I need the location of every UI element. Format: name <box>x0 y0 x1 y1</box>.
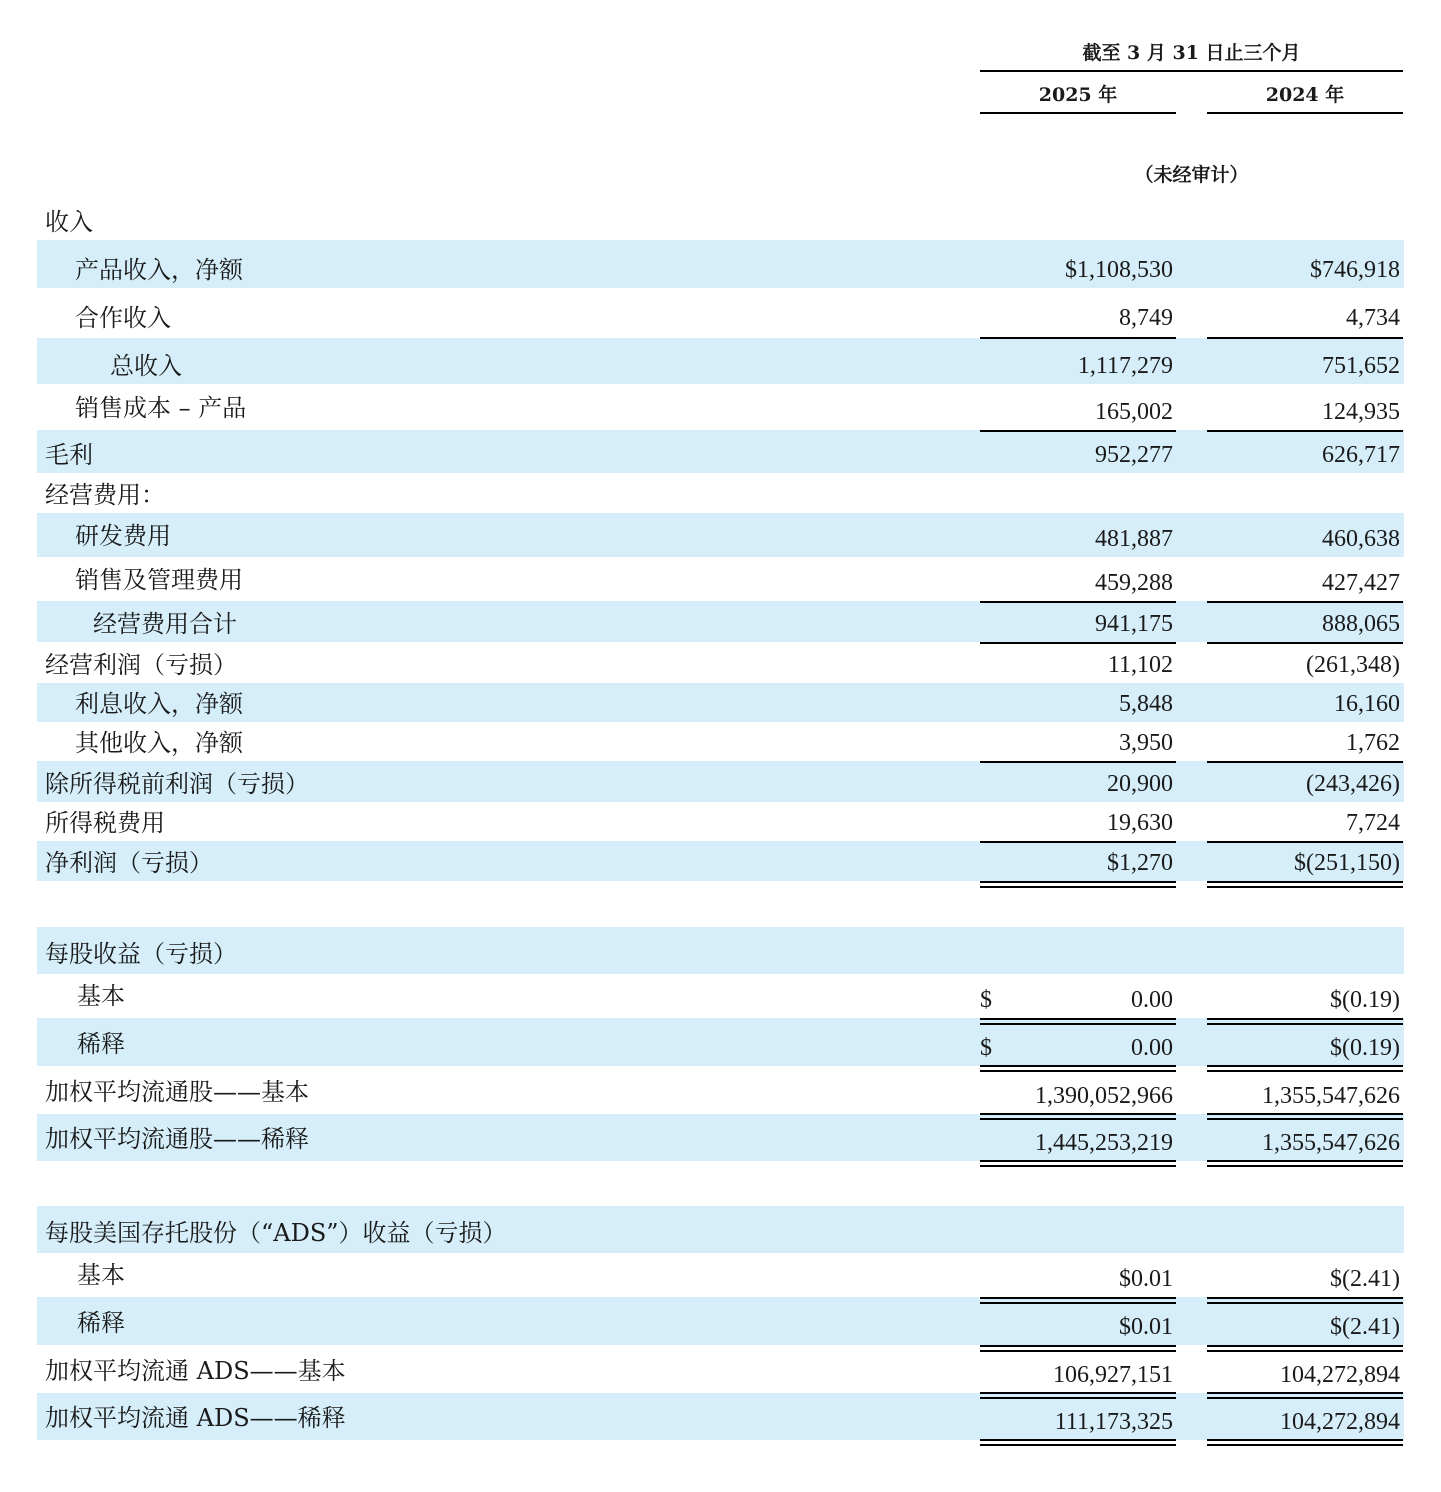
row-label: 所得税费用 <box>45 809 165 837</box>
column-header-2024: 2024 年 <box>1265 84 1345 106</box>
collab-revenue-row <box>37 288 1404 336</box>
subtotal-rule <box>980 430 1176 432</box>
value-2025: $1,108,530 <box>1065 257 1173 283</box>
value-2024: (243,426) <box>1306 771 1400 797</box>
subtotal-rule <box>1207 642 1403 644</box>
subtotal-rule <box>980 761 1176 763</box>
row-label: 毛利 <box>45 441 93 469</box>
subtotal-rule <box>980 601 1176 603</box>
ads-basic-row <box>37 1253 1404 1297</box>
value-2025: $1,270 <box>1107 850 1173 876</box>
row-label: 经营利润（亏损） <box>45 651 237 679</box>
value-2024: 1,355,547,626 <box>1262 1130 1400 1156</box>
total-double-rule <box>980 1113 1176 1120</box>
value-2025: 11,102 <box>1107 652 1173 678</box>
value-2024: 1,355,547,626 <box>1262 1083 1400 1109</box>
value-2025: $0.01 <box>1119 1266 1173 1292</box>
value-amount: 0.00 <box>1131 987 1173 1013</box>
value-2024: 751,652 <box>1322 353 1400 379</box>
value-2025: 111,173,325 <box>1054 1409 1173 1435</box>
total-double-rule <box>1207 1113 1403 1120</box>
period-underline <box>980 70 1403 72</box>
gross-profit-row <box>37 430 1404 473</box>
value-2025: $0.01 <box>1119 1314 1173 1340</box>
total-double-rule <box>1207 1065 1403 1072</box>
subtotal-rule <box>1207 337 1403 339</box>
total-double-rule <box>1207 1392 1403 1399</box>
value-2025: 1,445,253,219 <box>1035 1130 1173 1156</box>
value-2024: (261,348) <box>1306 652 1400 678</box>
row-label: 基本 <box>77 1261 125 1289</box>
value-2025 <box>980 1036 1173 1066</box>
value-2024: 427,427 <box>1322 570 1400 596</box>
value-2025 <box>980 988 1173 1018</box>
total-double-rule <box>1207 1018 1403 1025</box>
sga-row <box>37 557 1404 601</box>
row-label: 加权平均流通股——稀释 <box>45 1125 309 1153</box>
shares-diluted-row <box>37 1114 1404 1161</box>
operating-income-row <box>37 642 1404 683</box>
value-2024: 104,272,894 <box>1280 1362 1400 1388</box>
ads-shares-diluted-row <box>37 1393 1404 1440</box>
total-double-rule <box>980 1439 1176 1446</box>
value-2025: 952,277 <box>1095 442 1173 468</box>
value-2024: 124,935 <box>1322 399 1400 425</box>
value-2025: 106,927,151 <box>1053 1362 1173 1388</box>
total-double-rule <box>1207 1297 1403 1304</box>
value-2024: 888,065 <box>1322 611 1400 637</box>
row-label: 加权平均流通 ADS——稀释 <box>45 1404 346 1432</box>
row-label: 利息收入，净额 <box>75 690 243 718</box>
value-2025: 459,288 <box>1095 570 1173 596</box>
column-header-2025: 2025 年 <box>1038 84 1118 106</box>
value-2025: 165,002 <box>1095 399 1173 425</box>
total-double-rule <box>1207 881 1403 888</box>
value-2024: $(2.41) <box>1330 1266 1400 1292</box>
value-2025: 8,749 <box>1119 305 1173 331</box>
value-2024: 1,762 <box>1346 730 1400 756</box>
ads-heading: 每股美国存托股份（“ADS”）收益（亏损） <box>45 1219 507 1247</box>
total-double-rule <box>980 1160 1176 1167</box>
eps-diluted-row <box>37 1018 1404 1066</box>
cost-of-sales-row <box>37 384 1404 430</box>
value-2025: 20,900 <box>1107 771 1173 797</box>
row-label: 销售成本 – 产品 <box>75 394 247 422</box>
value-2024: 4,734 <box>1346 305 1400 331</box>
value-2024: 16,160 <box>1334 691 1400 717</box>
rnd-row <box>37 513 1404 557</box>
total-double-rule <box>1207 1345 1403 1352</box>
value-2024: 460,638 <box>1322 526 1400 552</box>
revenue-heading: 收入 <box>45 208 93 236</box>
eps-heading: 每股收益（亏损） <box>45 940 237 968</box>
total-double-rule <box>980 1297 1176 1304</box>
row-label: 合作收入 <box>75 304 171 332</box>
value-2025: 19,630 <box>1107 810 1173 836</box>
value-2025: 941,175 <box>1095 611 1173 637</box>
value-2025: 1,390,052,966 <box>1035 1083 1173 1109</box>
eps-heading-row <box>37 927 1404 974</box>
interest-income-row <box>37 683 1404 722</box>
net-income-row <box>37 841 1404 881</box>
value-2025: 5,848 <box>1119 691 1173 717</box>
subtotal-rule <box>1207 601 1403 603</box>
row-label: 产品收入，净额 <box>75 256 243 284</box>
ads-diluted-row <box>37 1297 1404 1345</box>
product-revenue-row <box>37 240 1404 288</box>
value-amount: 0.00 <box>1131 1035 1173 1061</box>
value-2025: 481,887 <box>1095 526 1173 552</box>
total-opex-row <box>37 601 1404 642</box>
row-label: 加权平均流通股——基本 <box>45 1078 309 1106</box>
row-label: 基本 <box>77 982 125 1010</box>
total-double-rule <box>980 1392 1176 1399</box>
subtotal-rule <box>1207 430 1403 432</box>
col2-header-underline <box>1207 112 1403 114</box>
shares-basic-row <box>37 1066 1404 1114</box>
row-label: 加权平均流通 ADS——基本 <box>45 1357 346 1385</box>
col1-header-underline <box>980 112 1176 114</box>
subtotal-rule <box>1207 841 1403 843</box>
row-label: 净利润（亏损） <box>45 849 213 877</box>
row-label: 其他收入，净额 <box>75 729 243 757</box>
total-double-rule <box>980 1018 1176 1025</box>
subtotal-rule <box>980 642 1176 644</box>
pretax-income-row <box>37 761 1404 802</box>
row-label: 总收入 <box>110 352 182 380</box>
period-header: 截至 3 月 31 日止三个月 <box>1082 42 1301 64</box>
subtotal-rule <box>980 841 1176 843</box>
value-2024: 104,272,894 <box>1280 1409 1400 1435</box>
ads-shares-basic-row <box>37 1345 1404 1393</box>
subtotal-rule <box>980 337 1176 339</box>
value-2024: 7,724 <box>1346 810 1400 836</box>
value-2025: 1,117,279 <box>1077 353 1173 379</box>
row-label: 稀释 <box>77 1309 125 1337</box>
opex-heading: 经营费用： <box>45 481 165 509</box>
row-label: 经营费用合计 <box>93 610 237 638</box>
subtotal-rule <box>1207 761 1403 763</box>
revenue-heading-row <box>37 192 1404 240</box>
value-2024: $(2.41) <box>1330 1314 1400 1340</box>
currency-symbol: $ <box>980 987 992 1013</box>
total-double-rule <box>1207 1160 1403 1167</box>
value-2024: $(0.19) <box>1330 987 1400 1013</box>
value-2024: $(251,150) <box>1294 850 1400 876</box>
value-2024: 626,717 <box>1322 442 1400 468</box>
total-double-rule <box>1207 1439 1403 1446</box>
value-2024: $746,918 <box>1310 257 1400 283</box>
row-label: 除所得税前利润（亏损） <box>45 770 309 798</box>
opex-heading-row <box>37 473 1404 513</box>
row-label: 研发费用 <box>75 522 171 550</box>
total-double-rule <box>980 1065 1176 1072</box>
income-tax-row <box>37 802 1404 841</box>
value-2024: $(0.19) <box>1330 1035 1400 1061</box>
unaudited-note: （未经审计） <box>1134 164 1249 186</box>
row-label: 销售及管理费用 <box>75 566 243 594</box>
ads-heading-row <box>37 1206 1404 1253</box>
currency-symbol: $ <box>980 1035 992 1061</box>
total-revenue-row <box>37 338 1404 384</box>
total-double-rule <box>980 881 1176 888</box>
total-double-rule <box>980 1345 1176 1352</box>
eps-basic-row <box>37 974 1404 1018</box>
value-2025: 3,950 <box>1119 730 1173 756</box>
other-income-row <box>37 722 1404 761</box>
row-label: 稀释 <box>77 1030 125 1058</box>
